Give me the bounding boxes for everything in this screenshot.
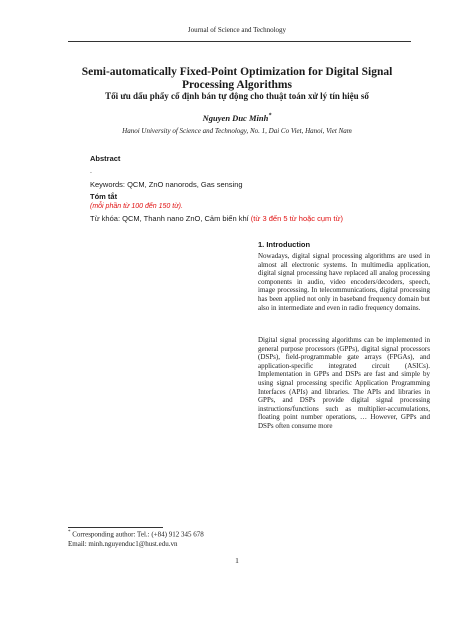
abstract-placeholder: .	[90, 168, 92, 175]
author-name	[0, 113, 474, 123]
intro-paragraph-1: Nowadays, digital signal processing algorithms are used in almost all electronic systems. In multimedia application, digital signal processing have replaced all analog processing components in audio, video encoders/decoders, speech, image processing. In telecommunications, digital processing has been applied not only in baseband frequency domain but also in intermediate and even in radio frequency domains.	[258, 252, 430, 312]
keywords-line: Keywords: QCM, ZnO nanorods, Gas sensing	[90, 180, 243, 189]
author-affiliation: Hanoi University of Science and Technology, No. 1, Dai Co Viet, Hanoi, Viet Nam	[122, 127, 352, 135]
footnote-email: Email: minh.nguyenduc1@hust.edu.vn	[68, 540, 178, 548]
keywords-vi-label: Từ khóa: QCM, Thanh nano ZnO, Cảm biến khí	[90, 214, 251, 223]
footnote-corresponding-author	[68, 530, 204, 538]
word-limit-note: (mỗi phần từ 100 đến 150 từ).	[90, 203, 183, 210]
abstract-heading: Abstract	[90, 154, 121, 163]
header-rule	[68, 41, 411, 42]
keywords-line-vietnamese	[90, 214, 343, 223]
paper-title-vietnamese: Tối ưu dấu phẩy cố định bán tự động cho thuật toán xử lý tín hiệu số	[105, 91, 369, 101]
keywords-vi-note: (từ 3 đến 5 từ hoặc cụm từ)	[250, 214, 343, 223]
intro-paragraph-2: Digital signal processing algorithms can be implemented in general purpose processors (GPPs), digital signal processors (DSPs), field-programmable gate arrays (FPGAs), and application-specific integrated circuit (ASICs). Implementation in GPPs and DSPs are fast and simple by using signal processing specific Application Programming Interfaces (APIs) and libraries. The APIs and libraries in GPPs, and DSPs provide digital signal processing instructions/functions such as multiplier-accumulations, floating point number operations, … However, GPPs and DSPs often consume more	[258, 336, 430, 430]
footnote-rule	[68, 527, 163, 528]
footnote-tel: Corresponding author: Tel.: (+84) 912 345 678	[70, 530, 204, 539]
author-footnote-mark: *	[268, 113, 272, 120]
author-name-text: Nguyen Duc Minh	[202, 113, 269, 123]
footnote-mark: *	[68, 530, 71, 535]
paper-title: Semi-automatically Fixed-Point Optimization for Digital Signal Processing Algorithms	[81, 66, 393, 91]
journal-header: Journal of Science and Technology	[187, 26, 287, 34]
abstract-heading-vietnamese: Tóm tắt	[90, 192, 118, 201]
section-heading-introduction: 1. Introduction	[258, 240, 311, 249]
page-number: 1	[235, 556, 239, 565]
